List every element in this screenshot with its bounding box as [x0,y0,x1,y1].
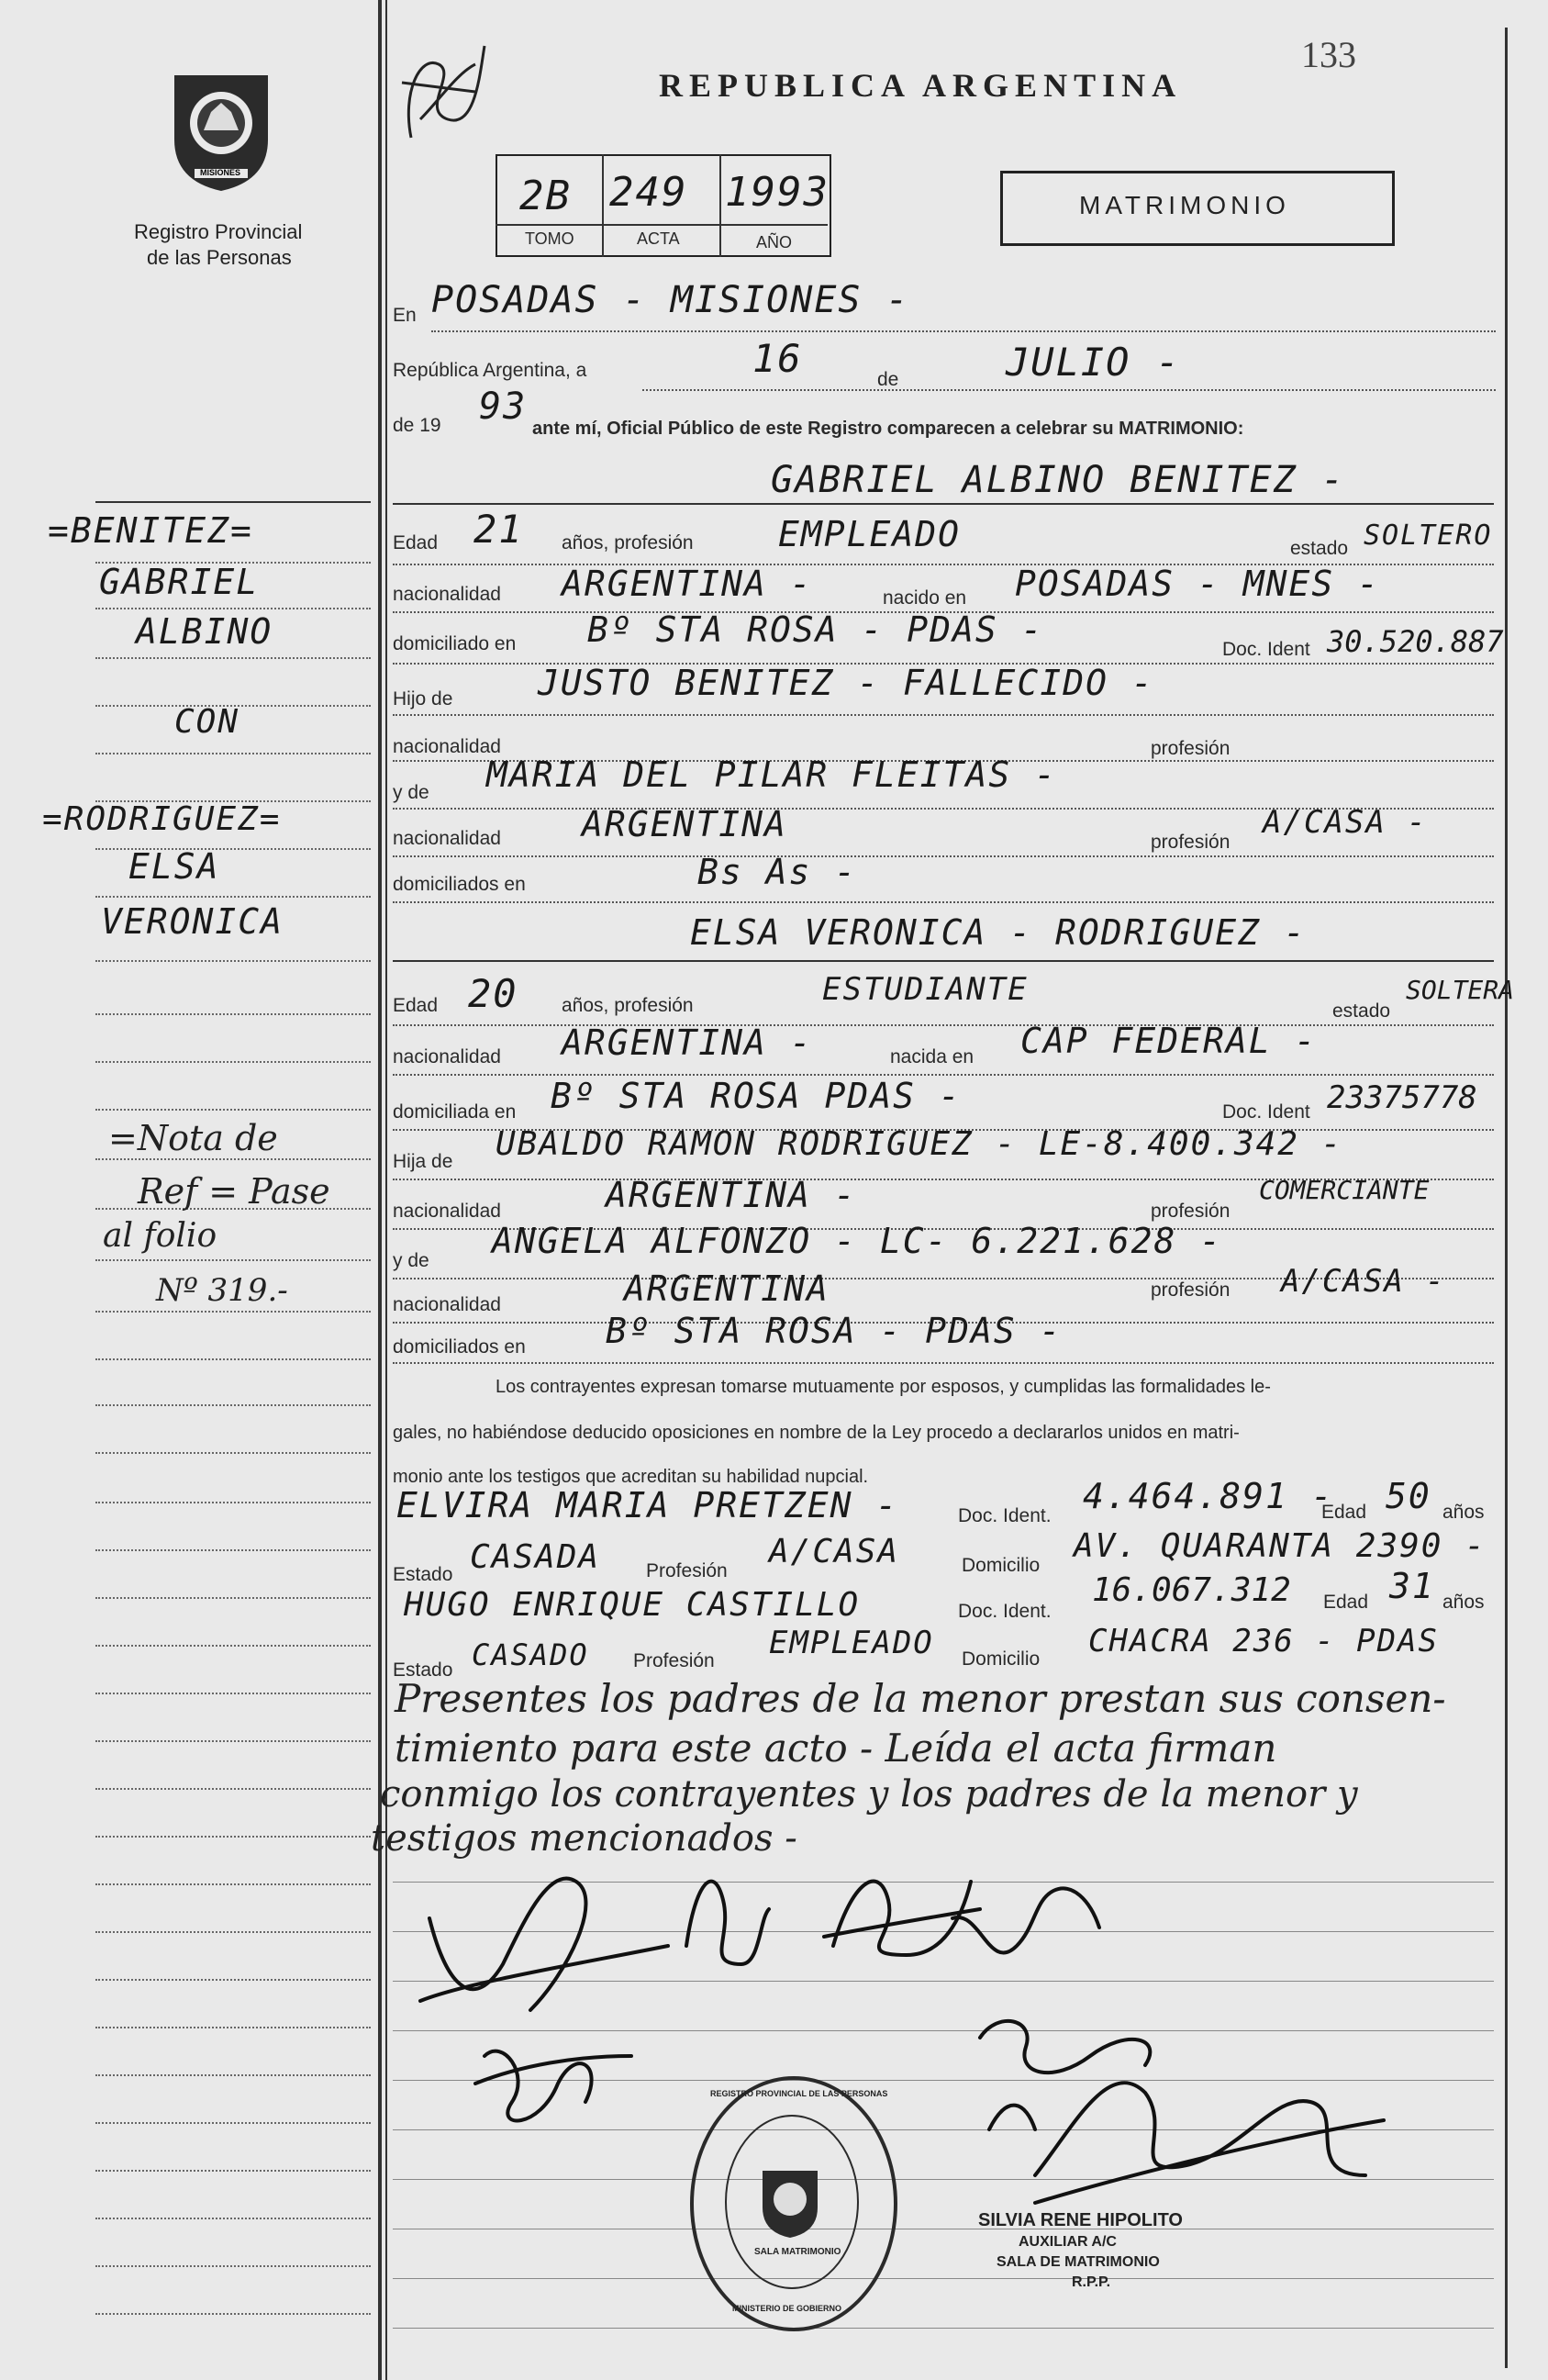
statement-line-1: Los contrayentes expresan tomarse mutuamente por esposos, y cumplidas las formalidades le- [496,1377,1271,1397]
groom-mother-prof-label: profesión [1151,832,1231,853]
groom-nac-label: nacionalidad [393,584,501,605]
margin-line [95,2170,371,2172]
record-id-underline [496,224,828,226]
groom-marital-status: SOLTERO [1364,520,1493,552]
en-label: En [393,305,417,326]
witness2-anos-label: años [1442,1592,1485,1613]
groom-father-label: Hijo de [393,688,453,710]
groom-nationality: ARGENTINA - [562,564,813,604]
margin-line [95,2122,371,2124]
margin-wife-surname: =RODRIGUEZ= [42,800,282,838]
bride-father-profession: COMERCIANTE [1259,1175,1430,1205]
margin-line [95,1358,371,1360]
margin-line [95,1158,371,1160]
margin-line [95,896,371,898]
witness2-edad-label: Edad [1323,1592,1369,1613]
groom-line-8 [393,855,1494,857]
statement-line-2: gales, no habiéndose deducido oposiciones en nombre de la Ley procedo a declararlos unidos en matri- [393,1423,1240,1443]
margin-line [95,2074,371,2076]
bride-father-nac-label: nacionalidad [393,1201,501,1222]
witness2-domicile: CHACRA 236 - PDAS [1088,1623,1439,1659]
witness2-status: CASADO [472,1637,589,1672]
record-type-label: MATRIMONIO [1079,191,1290,219]
bride-anos-prof-label: años, profesión [562,995,694,1016]
witness2-dom-label: Domicilio [962,1648,1041,1670]
groom-birthplace: POSADAS - MNES - [1015,564,1381,604]
groom-parents-domicile: Bs As - [697,852,858,892]
groom-mother-profession: A/CASA - [1263,804,1428,841]
bride-mother-prof-label: profesión [1151,1279,1231,1301]
margin-line [95,1404,371,1406]
bride-doc: 23375778 [1327,1079,1477,1116]
bride-doc-label: Doc. Ident [1222,1101,1310,1123]
groom-mother-nationality: ARGENTINA [582,804,787,844]
margin-line [95,1788,371,1790]
groom-full-name: GABRIEL ALBINO BENITEZ - [771,459,1345,501]
scribble-mark-icon [393,37,494,147]
groom-father-nac-label: nacionalidad [393,736,501,757]
witness2-estado-label: Estado [393,1659,453,1681]
witness1-estado-label: Estado [393,1564,453,1585]
witness1-domicile: AV. QUARANTA 2390 - [1074,1527,1487,1565]
stamp-inner-text: SALA MATRIMONIO [754,2247,841,2257]
margin-line [95,1109,371,1111]
republic-label: República Argentina, a [393,360,587,381]
handwritten-note-line-4: testigos mencionados - [371,1817,797,1860]
margin-note-line-4: Nº 319.- [156,1272,288,1309]
bride-edad-label: Edad [393,995,439,1016]
witness2-age: 31 [1389,1566,1435,1606]
de-label: de [877,369,899,390]
bride-full-name: ELSA VERONICA - RODRIGUEZ - [690,912,1307,953]
official-abbr: R.P.P. [1072,2274,1111,2290]
witness1-profession: A/CASA [769,1533,900,1570]
declaration-text: ante mí, Oficial Público de este Registro comparecen a celebrar su MATRIMONIO: [532,419,1244,439]
groom-estado-label: estado [1290,538,1349,559]
margin-note-line-3: al folio [103,1217,217,1255]
margin-line [95,1931,371,1933]
margin-right-rule [385,0,387,2380]
witness1-doc: 4.464.891 - [1083,1476,1334,1516]
witness1-dom-label: Domicilio [962,1555,1041,1576]
witness2-name: HUGO ENRIQUE CASTILLO [404,1586,861,1624]
acta-value: 249 [609,169,688,216]
margin-line [95,608,371,609]
margin-line [95,2313,371,2315]
bride-domicile: Bº STA ROSA PDAS - [551,1076,962,1116]
margin-line [95,2265,371,2267]
ano-label: AÑO [756,233,793,251]
bride-mother: ANGELA ALFONZO - LC- 6.221.628 - [492,1221,1223,1261]
bride-line-2 [393,1024,1494,1026]
country-title: REPUBLICA ARGENTINA [659,67,1183,104]
bride-father-label: Hija de [393,1151,453,1172]
groom-dom-label: domiciliado en [393,633,517,654]
margin-line [95,1549,371,1551]
witness2-profession: EMPLEADO [769,1625,934,1661]
bride-estado-label: estado [1332,1000,1391,1022]
sig-rule-10 [393,2328,1494,2329]
seal-text: MISIONES [200,168,241,177]
margin-line [95,960,371,962]
groom-profession: EMPLEADO [778,514,962,554]
year-prefix: de 19 [393,415,441,436]
margin-connector: CON [174,703,240,741]
stamp-text-top: REGISTRO PROVINCIAL DE LAS PERSONAS [710,2089,888,2098]
ano-value: 1993 [725,169,830,216]
groom-mother-label: y de [393,782,429,803]
margin-line [95,1740,371,1742]
bride-line-9 [393,1362,1494,1364]
groom-name-line [393,503,1494,505]
month-value: JULIO - [1006,340,1182,385]
handwritten-note-line-3: conmigo los contrayentes y los padres de la menor y [380,1773,1358,1816]
record-id-divider-2 [719,154,721,257]
groom-parents-dom-label: domiciliados en [393,874,526,895]
bride-marital-status: SOLTERA [1406,975,1515,1005]
bride-profession: ESTUDIANTE [822,971,1029,1008]
groom-line-5 [393,714,1494,716]
groom-born-label: nacido en [883,587,967,609]
margin-line [95,1979,371,1981]
bride-born-label: nacida en [890,1046,974,1067]
groom-mother-nac-label: nacionalidad [393,828,501,849]
groom-mother: MARIA DEL PILAR FLEITAS - [486,754,1057,795]
margin-line [95,1836,371,1838]
sig-rule-9 [393,2278,1494,2279]
margin-husband-given2: ALBINO [136,611,273,652]
witness1-prof-label: Profesión [646,1560,728,1581]
bride-mother-nac-label: nacionalidad [393,1294,501,1315]
margin-line [95,1645,371,1647]
bride-nac-label: nacionalidad [393,1046,501,1067]
official-office: SALA DE MATRIMONIO [997,2254,1160,2270]
bride-mother-label: y de [393,1250,429,1271]
margin-note-line-2: Ref = Pase [138,1171,330,1212]
bride-parents-domicile: Bº STA ROSA - PDAS - [606,1311,1063,1351]
registry-name-line2: de las Personas [147,246,292,269]
bride-birthplace: CAP FEDERAL - [1020,1021,1318,1061]
place-value: POSADAS - MISIONES - [431,279,910,321]
tomo-label: TOMO [525,229,574,248]
witness1-edad-label: Edad [1321,1502,1367,1523]
year-suffix: 93 [479,385,528,428]
margin-line [95,1013,371,1015]
bride-parents-dom-label: domiciliados en [393,1336,526,1358]
groom-doc-label: Doc. Ident [1222,639,1310,660]
stamp-seal-icon [758,2166,822,2240]
witness1-status: CASADA [470,1538,601,1576]
margin-husband-surname: =BENITEZ= [48,510,253,551]
statement-line-3: monio ante los testigos que acreditan su habilidad nupcial. [393,1467,869,1487]
groom-father: JUSTO BENITEZ - FALLECIDO - [538,663,1154,703]
witness1-name: ELVIRA MARIA PRETZEN - [396,1485,899,1525]
witness2-doc: 16.067.312 [1092,1571,1291,1609]
witness1-age: 50 [1386,1476,1431,1516]
bride-nationality: ARGENTINA - [562,1022,813,1063]
margin-husband-given1: GABRIEL [99,562,260,602]
margin-line [95,1597,371,1599]
bride-age: 20 [468,971,518,1016]
page-number: 133 [1301,34,1356,75]
margin-line [95,2218,371,2219]
groom-anos-prof-label: años, profesión [562,532,694,553]
groom-father-prof-label: profesión [1151,738,1231,759]
date-line [642,389,1496,391]
groom-age: 21 [473,507,524,552]
official-role: AUXILIAR A/C [1019,2234,1117,2250]
bride-father-prof-label: profesión [1151,1201,1231,1222]
bride-mother-profession: A/CASA - [1281,1263,1446,1300]
margin-line [95,1883,371,1885]
bride-father: UBALDO RAMON RODRIGUEZ - LE-8.400.342 - [496,1125,1343,1163]
bride-father-nationality: ARGENTINA - [606,1175,857,1215]
bride-mother-nationality: ARGENTINA [624,1268,830,1309]
groom-doc: 30.520.887 [1327,624,1504,659]
margin-line [95,1693,371,1694]
acta-label: ACTA [637,229,680,248]
page-right-rule [1505,28,1508,2368]
groom-line-9 [393,901,1494,903]
handwritten-note-line-2: timiento para este acto - Leída el acta firman [395,1726,1277,1771]
bride-dom-label: domiciliada en [393,1101,517,1123]
witness1-anos-label: años [1442,1502,1485,1523]
witness1-doc-label: Doc. Ident. [958,1505,1052,1526]
margin-left-rule [378,0,382,2380]
margin-line [95,1502,371,1503]
groom-edad-label: Edad [393,532,439,553]
day-value: 16 [752,336,803,381]
margin-line [95,1259,371,1261]
place-line [431,330,1496,332]
margin-line [95,1311,371,1313]
margin-line [95,1061,371,1063]
registry-name-line1: Registro Provincial [134,220,303,243]
signatures-graphic [393,1827,1494,2258]
margin-line [95,2027,371,2028]
bride-name-line [393,960,1494,962]
stamp-text-bottom: MINISTERIO DE GOBIERNO [732,2304,842,2313]
official-name: SILVIA RENE HIPOLITO [978,2210,1183,2230]
groom-domicile: Bº STA ROSA - PDAS - [587,609,1044,650]
margin-line [95,753,371,754]
margin-wife-given2: VERONICA [101,901,284,942]
witness2-doc-label: Doc. Ident. [958,1601,1052,1622]
margin-line [95,657,371,659]
handwritten-note-line-1: Presentes los padres de la menor prestan sus consen- [395,1676,1446,1721]
margin-line [95,1452,371,1454]
witness2-prof-label: Profesión [633,1650,715,1671]
margin-wife-given1: ELSA [128,846,220,887]
record-id-divider-1 [602,154,604,257]
margin-rule-top [95,501,371,503]
margin-note-line-1: =Nota de [108,1118,278,1158]
tomo-value: 2B [519,173,572,219]
